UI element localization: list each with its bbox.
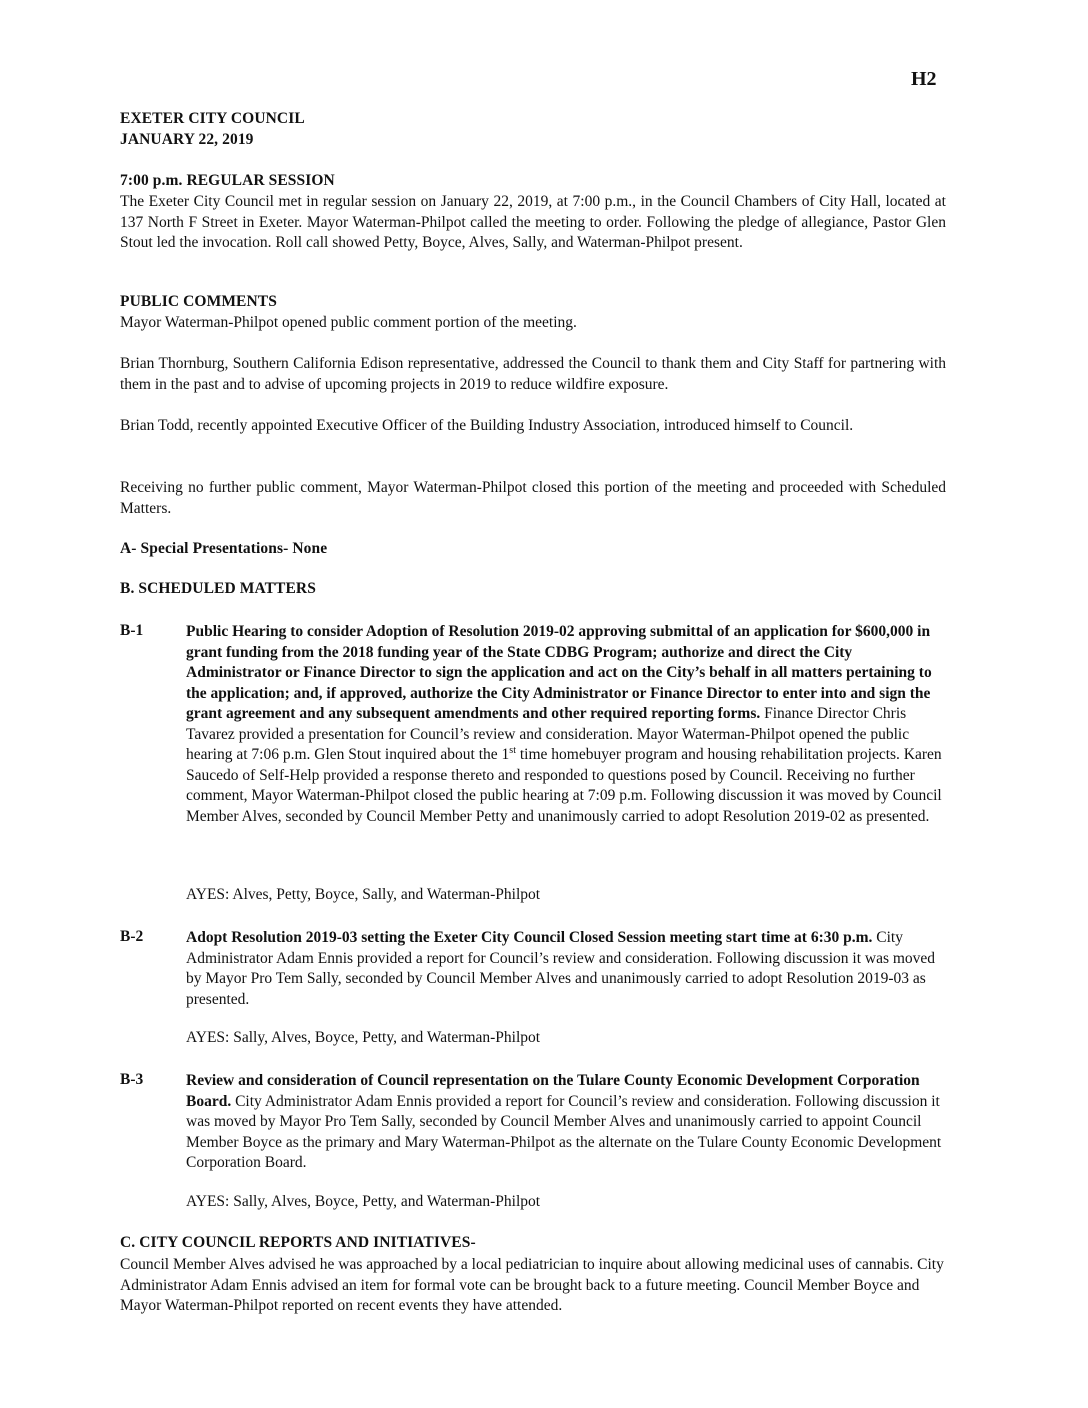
public-comment-paragraph: Receiving no further public comment, Mayor Waterman-Philpot closed this portion of the meeting and proceeded with Scheduled Matters. (120, 479, 946, 517)
public-comment-paragraph: Brian Thornburg, Southern California Edison representative, addressed the Council to thank them and City Staff for partnering with them in the past and to advise of upcoming projects in 2019 to reduce wildfire exposure. (120, 355, 946, 393)
item-body-text: time homebuyer program and housing rehabilitation projects. Karen Saucedo of Self-Help provided a response thereto and responded to questions posed by Council. Receiving no further comment, Mayor Waterman-Philpot closed the public hearing at 7:09 p.m. Following discussion it was moved by Council Member Alves, seconded by Council Member Petty and unanimously carried to adopt Resolution 2019-02 as presented. (186, 746, 942, 825)
vote-ayes: AYES: Sally, Alves, Boyce, Petty, and Waterman-Philpot (186, 1193, 541, 1210)
regular-session-text: The Exeter City Council met in regular session on January 22, 2019, at 7:00 p.m., in the Council Chambers of City Hall, located at 137 North F Street in Exeter. Mayor Waterman-Philpot called the meeting to order. Following the pledge of allegiance, Pastor Glen Stout led the invocation. Roll call showed Petty, Boyce, Alves, Sally, and Waterman-Philpot present. (120, 193, 946, 251)
item-title: Adopt Resolution 2019-03 setting the Exeter City Council Closed Session meeting start time at 6:30 p.m. (186, 929, 873, 946)
vote-ayes: AYES: Sally, Alves, Boyce, Petty, and Waterman-Philpot (186, 1029, 541, 1046)
public-comments-heading: PUBLIC COMMENTS (120, 293, 277, 310)
page-number: H2 (911, 68, 937, 90)
regular-session-heading: 7:00 p.m. REGULAR SESSION (120, 172, 335, 189)
document-title: EXETER CITY COUNCIL (120, 110, 305, 127)
item-body-text: Finance Director Chris Tavarez provided a presentation for Council’s review and consideration. Mayor Waterman-Philpot opened the public hearing at 7:06 p.m. Glen Stout inquired about the 1 (186, 705, 910, 763)
public-comment-paragraph: Brian Todd, recently appointed Executive Officer of the Building Industry Association, introduced himself to Council. (120, 417, 854, 434)
vote-ayes: AYES: Alves, Petty, Boyce, Sally, and Waterman-Philpot (186, 886, 541, 903)
item-label: B-2 (120, 928, 144, 945)
item-body-text: City Administrator Adam Ennis provided a report for Council’s review and consideration. Following discussion it was moved by Mayor Pro Tem Sally, seconded by Council Member Alves and unanimously carried to appoint Council Member Boyce as the primary and Mary Waterman-Philpot as the alternate on the Tulare County Economic Development Corporation Board. (186, 1092, 942, 1171)
item-title: Review and consideration of Council representation on the Tulare County Economic Development Corporation Board. (186, 1072, 920, 1110)
item-label: B-1 (120, 622, 144, 639)
public-comment-paragraph: Mayor Waterman-Philpot opened public comment portion of the meeting. (120, 314, 577, 331)
scheduled-item-b1 (186, 622, 946, 827)
scheduled-matters-heading: B. SCHEDULED MATTERS (120, 580, 316, 597)
council-reports-heading: C. CITY COUNCIL REPORTS AND INITIATIVES- (120, 1234, 476, 1251)
item-title: Public Hearing to consider Adoption of Resolution 2019-02 approving submittal of an application for $600,000 in grant funding from the 2018 funding year of the State CDBG Program; authorize and direct the City Administrator or Finance Director to sign the application and act on the City’s behalf in all matters pertaining to the application; and, if approved, authorize the City Administrator or Finance Director to enter into and sign the grant agreement and any subsequent amendments and other required reporting forms. (186, 623, 932, 722)
scheduled-item-b3 (186, 1071, 946, 1174)
superscript: st (509, 744, 516, 756)
council-reports-text: Council Member Alves advised he was approached by a local pediatrician to inquire about allowing medicinal uses of cannabis. City Administrator Adam Ennis advised an item for formal vote can be brought back to a future meeting. Council Member Boyce and Mayor Waterman-Philpot reported on recent events they have attended. (120, 1256, 944, 1314)
scheduled-item-b2 (186, 928, 946, 1010)
special-presentations: A- Special Presentations- None (120, 540, 328, 557)
meeting-date: JANUARY 22, 2019 (120, 131, 254, 148)
item-label: B-3 (120, 1071, 144, 1088)
item-body-text: City Administrator Adam Ennis provided a report for Council’s review and consideration. Following discussion it was moved by Mayor Pro Tem Sally, seconded by Council Member Alves and unanimously carried to adopt Resolution 2019-03 as presented. (186, 929, 936, 1008)
